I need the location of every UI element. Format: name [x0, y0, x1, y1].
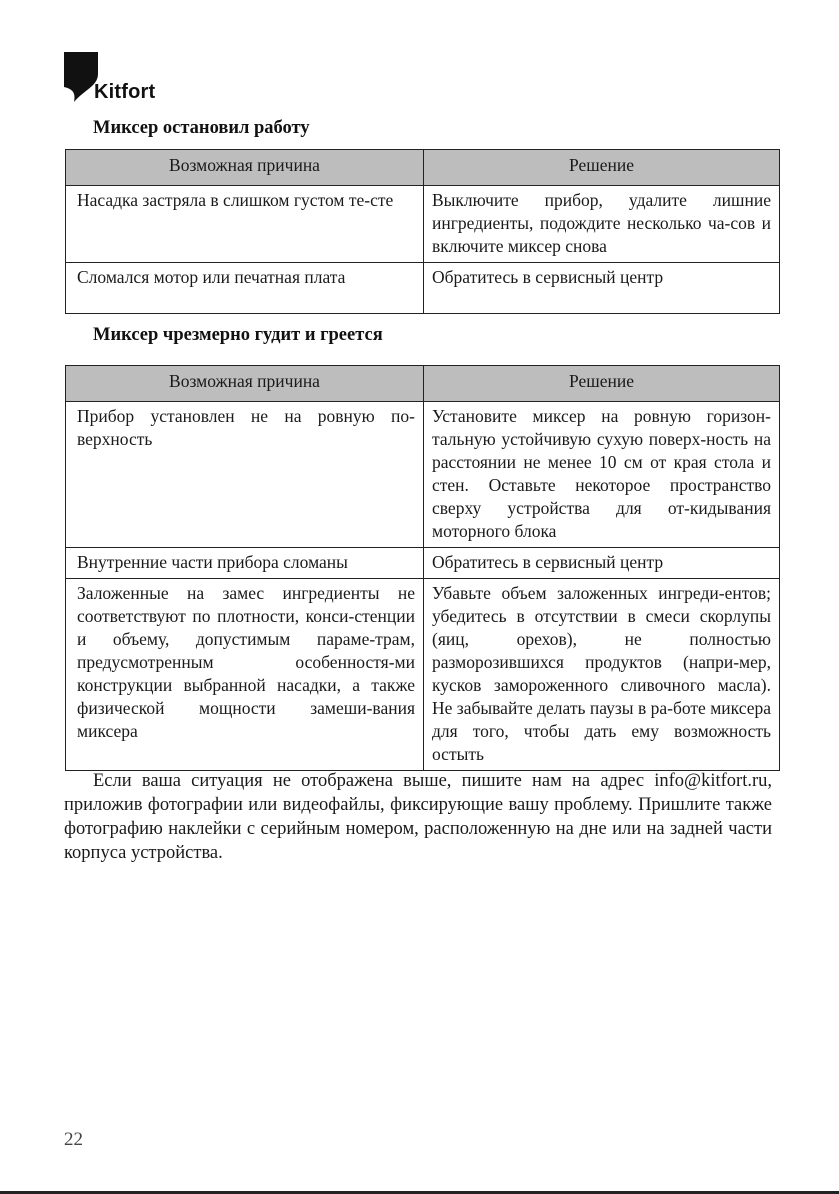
solution-cell: Выключите прибор, удалите лишние ингредиенты, подождите несколько ча-сов и включите миксер снова: [424, 186, 780, 263]
kitfort-logo-mark-icon: [64, 52, 98, 102]
solution-cell: Обратитесь в сервисный центр: [424, 263, 780, 314]
cause-cell: Насадка застряла в слишком густом те-сте: [66, 186, 424, 263]
cause-cell: Сломался мотор или печатная плата: [66, 263, 424, 314]
header-solution: Решение: [424, 150, 780, 186]
table-row: [66, 186, 780, 263]
section-title-mixer-stopped: Миксер остановил работу: [93, 118, 310, 138]
table-row: [66, 402, 780, 548]
header-solution: Решение: [424, 366, 780, 402]
table-row: [66, 579, 780, 771]
table-row: [66, 263, 780, 314]
troubleshooting-table-stopped: [65, 149, 780, 314]
table-header-row: [66, 366, 780, 402]
cause-cell: Внутренние части прибора сломаны: [66, 548, 424, 579]
table-header-row: [66, 150, 780, 186]
header-cause: Возможная причина: [66, 366, 424, 402]
brand-name: Kitfort: [94, 81, 156, 103]
section-title-mixer-hums-heats: Миксер чрезмерно гудит и греется: [93, 325, 383, 345]
kitfort-logo: [64, 52, 174, 104]
solution-cell: Установите миксер на ровную горизон-тальную устойчивую сухую поверх-ность на расстоянии не менее 10 см от края стола и стен. Оставьте некоторое пространство сверху устройства для от-кидывания моторного блока: [424, 402, 780, 548]
table-row: [66, 548, 780, 579]
page-number: 22: [64, 1129, 83, 1150]
troubleshooting-table-hums: [65, 365, 780, 771]
contact-paragraph: Если ваша ситуация не отображена выше, пишите нам на адрес info@kitfort.ru, приложив фотографии или видеофайлы, фиксирующие вашу проблему. Пришлите также фотографию наклейки с серийным номером, расположенную на дне или на задней части корпуса устройства.: [64, 771, 772, 863]
solution-cell: Обратитесь в сервисный центр: [424, 548, 780, 579]
cause-cell: Заложенные на замес ингредиенты не соответствуют по плотности, конси-стенции и объему, допустимым параме-трам, предусмотренным особенностя-ми конструкции выбранной насадки, а также физической мощности замеши-вания миксера: [66, 579, 424, 771]
solution-cell: Убавьте объем заложенных ингреди-ентов; убедитесь в отсутствии в смеси скорлупы (яиц, орехов), не полностью разморозившихся продуктов (напри-мер, кусков замороженного сливочного масла). Не забывайте делать паузы в ра-боте миксера для того, чтобы дать ему возможность остыть: [424, 579, 780, 771]
header-cause: Возможная причина: [66, 150, 424, 186]
cause-cell: Прибор установлен не на ровную по-верхность: [66, 402, 424, 548]
